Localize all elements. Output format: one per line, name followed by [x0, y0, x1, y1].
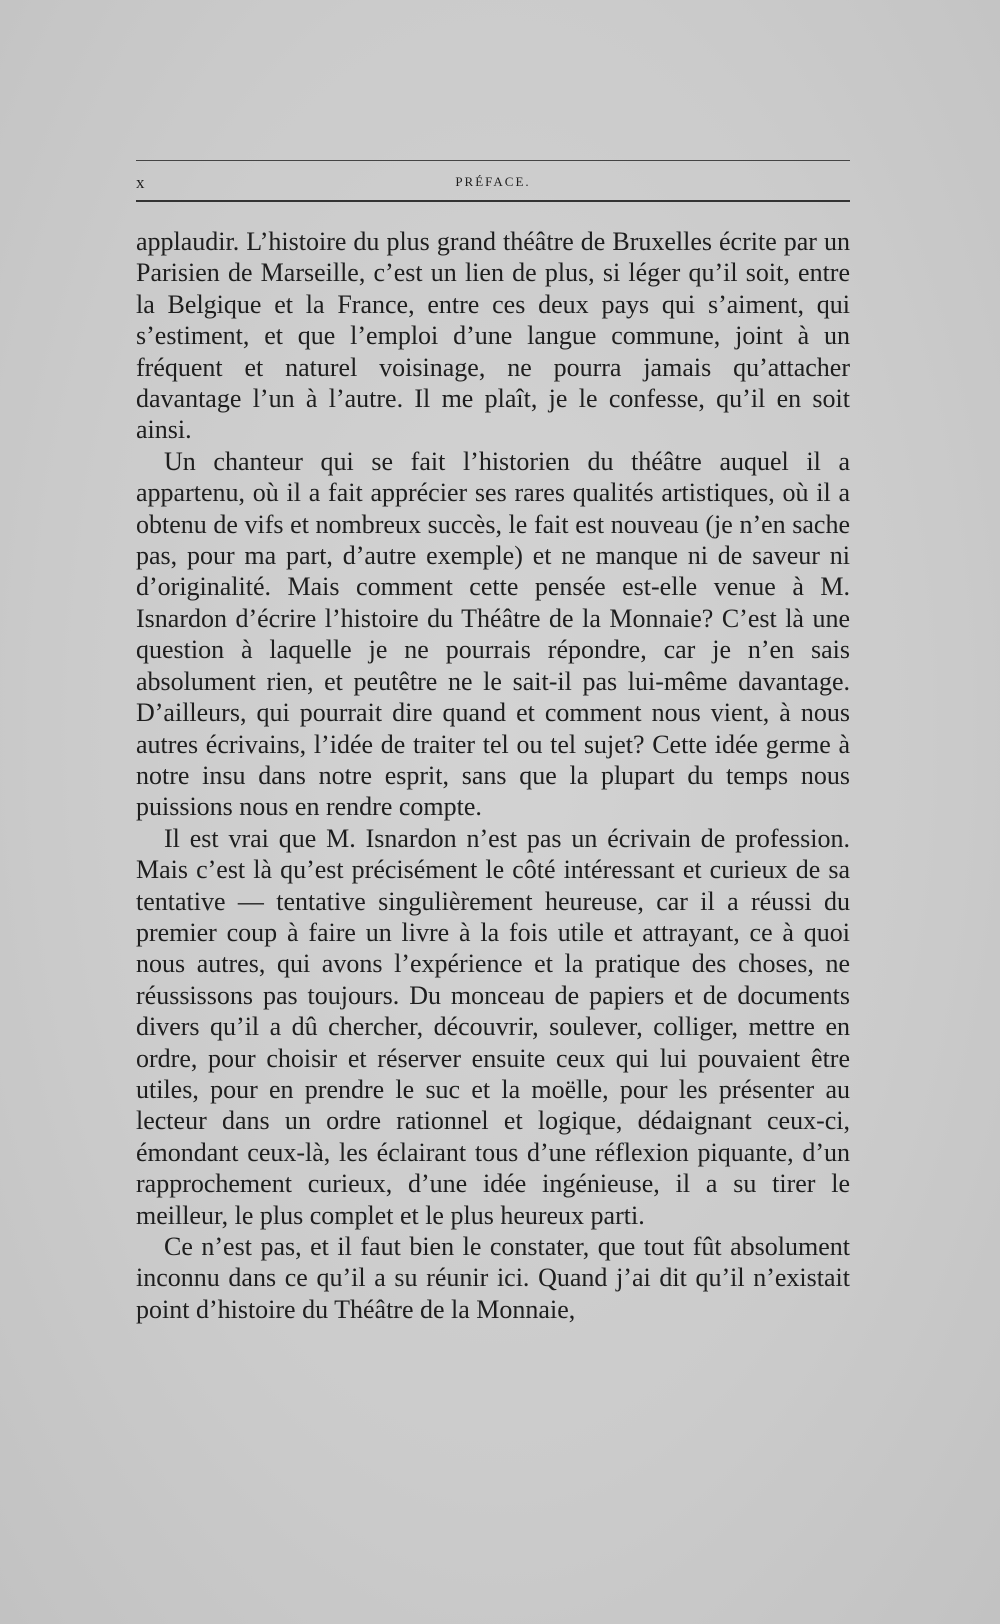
running-title: PRÉFACE.: [455, 174, 531, 189]
header-rule-bottom: [136, 200, 850, 202]
page-number: x: [136, 173, 146, 192]
body-text: [136, 226, 850, 1325]
paragraph-3: Il est vrai que M. Isnardon n’est pas un écrivain de profession. Mais c’est là qu’est précisément le côté intéressant et curieux de sa tentative — tentative singulièrement heureuse, car il a réussi du premier coup à faire un livre à la fois utile et attrayant, ce à quoi nous autres, qui avons l’expérience et la pratique des choses, ne réussissons pas toujours. Du monceau de papiers et de documents divers qu’il a dû chercher, découvrir, soulever, colliger, mettre en ordre, pour choisir et réserver ensuite ceux qui lui pouvaient être utiles, pour en prendre le suc et la moëlle, pour les présenter au lecteur dans un ordre rationnel et logique, dédaignant ceux-ci, émondant ceux-là, les éclairant tous d’une réflexion piquante, d’un rapprochement curieux, d’une idée ingénieuse, il a su tirer le meilleur, le plus complet et le plus heureux parti.: [136, 823, 850, 1230]
paragraph-4: Ce n’est pas, et il faut bien le constater, que tout fût absolument inconnu dans ce qu’il a su réunir ici. Quand j’ai dit qu’il n’existait point d’histoire du Théâtre de la Monnaie,: [136, 1232, 850, 1324]
paragraph-1: applaudir. L’histoire du plus grand théâtre de Bruxelles écrite par un Parisien de Marseille, c’est un lien de plus, si léger qu’il soit, entre la Belgique et la France, entre ces deux pays qui s’aiment, qui s’estiment, et que l’emploi d’une langue commune, joint à un fréquent et naturel voisinage, ne pourra jamais qu’attacher davantage l’un à l’autre. Il me plaît, je le confesse, qu’il en soit ainsi.: [136, 227, 850, 445]
running-head: [136, 173, 850, 197]
header-rule-top: [136, 160, 850, 161]
paragraph-2: Un chanteur qui se fait l’historien du théâtre auquel il a appartenu, où il a fait apprécier ses rares qualités artistiques, où il a obtenu de vifs et nombreux succès, le fait est nouveau (je n’en sache pas, pour ma part, d’autre exemple) et ne manque ni de saveur ni d’originalité. Mais comment cette pensée est-elle venue à M. Isnardon d’écrire l’histoire du Théâtre de la Monnaie? C’est là une question à laquelle je ne pourrais répondre, car je n’en sais absolument rien, et peutêtre ne le sait-il pas lui-même davantage. D’ailleurs, qui pourrait dire quand et comment nous vient, à nous autres écrivains, l’idée de traiter tel ou tel sujet? Cette idée germe à notre insu dans notre esprit, sans que la plupart du temps nous puissions nous en rendre compte.: [136, 446, 850, 822]
